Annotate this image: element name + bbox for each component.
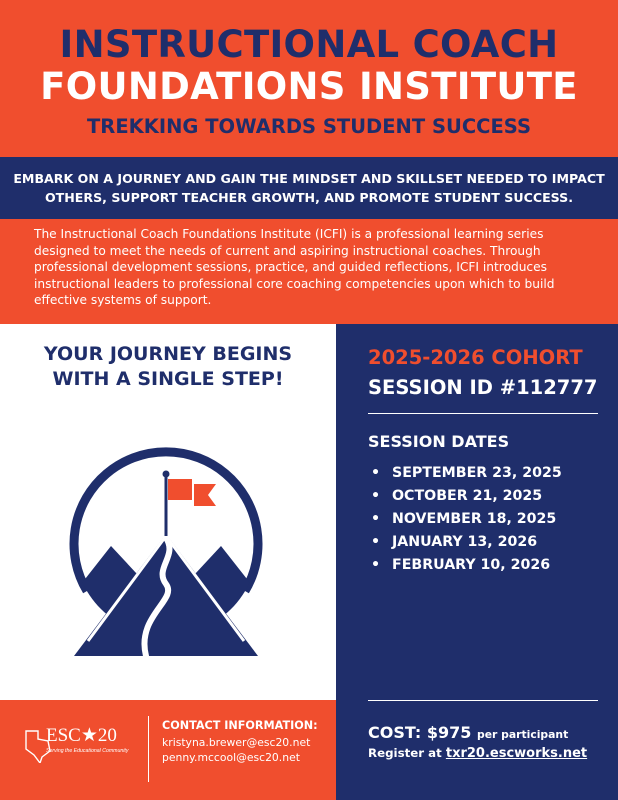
cost [368, 722, 568, 745]
session-date: NOVEMBER 18, 2025 [392, 511, 557, 527]
session-date-item [368, 554, 562, 577]
bullet: • [371, 465, 381, 481]
tagline-line-1: EMBARK ON A JOURNEY AND GAIN THE MINDSET AND SKILLSET NEEDED TO IMPACT [13, 171, 605, 186]
contact-email[interactable]: kristyna.brewer@esc20.net [162, 736, 311, 749]
bullet: • [371, 557, 381, 573]
contact-heading: CONTACT INFORMATION: [162, 719, 318, 732]
contact-divider [148, 716, 149, 782]
mountain-flag-icon [66, 416, 266, 666]
cost-note: per participant [476, 728, 569, 741]
divider [368, 700, 598, 701]
logo-tagline: Serving the Educational Community [46, 748, 129, 754]
session-date: JANUARY 13, 2026 [392, 534, 538, 550]
bullet: • [371, 488, 381, 504]
session-dates-list [368, 462, 562, 577]
session-date: OCTOBER 21, 2025 [392, 488, 543, 504]
description-line: The Instructional Coach Foundations Institute (ICFI) is a professional learning series [34, 227, 544, 241]
description-line: effective systems of support. [34, 293, 212, 307]
bullet: • [371, 511, 381, 527]
cost-label: COST: $975 [368, 723, 472, 742]
session-date: FEBRUARY 10, 2026 [392, 557, 551, 573]
title-line-2: FOUNDATIONS INSTITUTE [40, 65, 578, 108]
cohort-title: 2025-2026 COHORT [368, 346, 583, 369]
description-line: instructional leaders to professional core coaching competencies upon which to build [34, 276, 555, 291]
logo-wordmark: ESC★20 [46, 725, 117, 746]
journey-heading [0, 342, 336, 392]
tagline-line-2: OTHERS, SUPPORT TEACHER GROWTH, AND PROMOTE STUDENT SUCCESS. [44, 190, 574, 205]
bullet: • [371, 534, 381, 550]
subtitle: TREKKING TOWARDS STUDENT SUCCESS [87, 115, 531, 138]
session-date-item [368, 485, 562, 508]
session-date: SEPTEMBER 23, 2025 [392, 465, 562, 481]
tagline-band [0, 157, 618, 219]
register-label: Register at [368, 746, 442, 760]
description-band [0, 219, 618, 324]
description-line: designed to meet the needs of current and aspiring instructional coaches. Through [34, 243, 541, 258]
description-line: professional development sessions, practice, and guided reflections, ICFI introduces [34, 260, 547, 274]
register-link[interactable]: txr20.escworks.net [445, 746, 588, 761]
divider [368, 413, 598, 414]
session-dates-heading: SESSION DATES [368, 432, 510, 451]
contact-email[interactable]: penny.mccool@esc20.net [162, 751, 300, 764]
esc20-logo-icon [22, 719, 142, 763]
session-date-item [368, 462, 562, 485]
session-date-item [368, 508, 562, 531]
session-date-item [368, 531, 562, 554]
journey-line-1: YOUR JOURNEY BEGINS [43, 343, 293, 365]
register [368, 745, 587, 762]
title-line-1: INSTRUCTIONAL COACH [59, 23, 559, 66]
session-id: SESSION ID #112777 [368, 376, 598, 399]
journey-line-2: WITH A SINGLE STEP! [52, 368, 284, 390]
